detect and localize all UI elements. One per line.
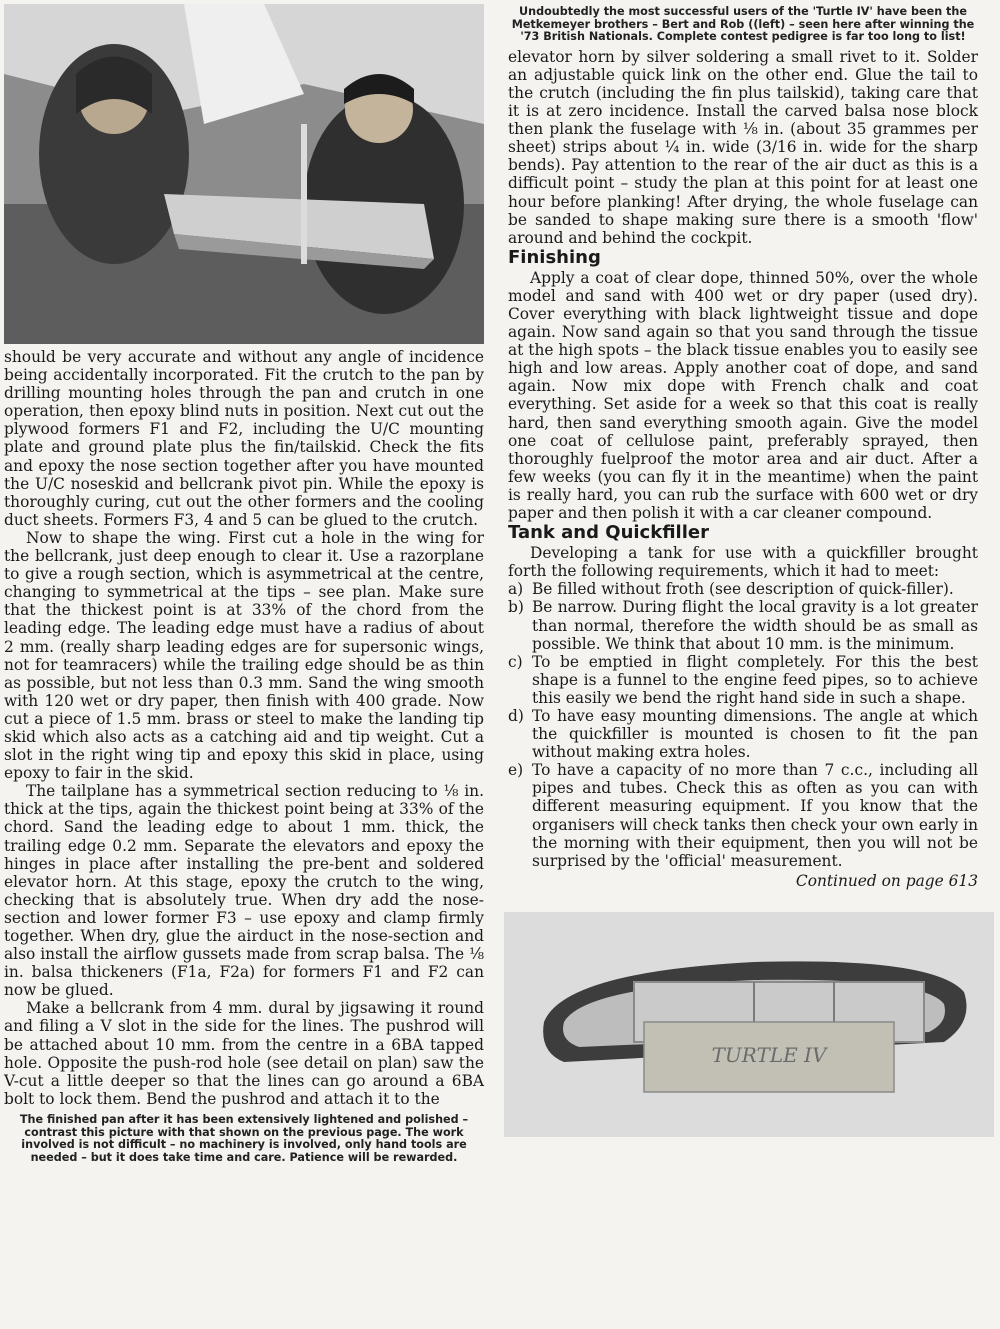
left-paragraph: The tailplane has a symmetrical section reducing to ⅛ in. thick at the tips, again the thickest point being at 33% of the chord. Sand the leading edge to about 1 mm. thick, the trailing edge 0.2 mm. Separate the elevators and epoxy the hinges in place after installing the pre-bent and soldered elevator horn. At this stage, epoxy the crutch to the wing, checking that is absolutely true. When dry add the nose-section and lower former F3 – use epoxy and clamp firmly together. When dry, glue the airduct in the nose-section and also install the airflow gussets made from scrap balsa. The ⅛ in. balsa thickeners (F1a, F2a) for formers F1 and F2 can now be glued. [4,782,484,1000]
list-item-text: To have a capacity of no more than 7 c.c., including all pipes and tubes. Check this as often as you can with different measuring equipment. If you know that the organisers will check tanks then check your own early in the morning with their equipment, then you will not be surprised by the 'official' measurement. [532,761,978,870]
finishing-heading: Finishing [508,246,601,268]
list-item [508,580,978,598]
left-paragraph: should be very accurate and without any angle of incidence being accidentally incorporated. Fit the crutch to the pan by drilling mounting holes through the pan and crutch in one operation, then epoxy blind nuts in position. Next cut out the plywood formers F1 and F2, including the U/C mounting plate and ground plate plus the fin/tailskid. Check the fits and epoxy the nose section together after you have mounted the U/C noseskid and bellcrank pivot pin. While the epoxy is thoroughly curing, cut out the other formers and the cooling duct sheets. Formers F3, 4 and 5 can be glued to the crutch. [4,348,484,529]
tank-heading: Tank and Quickfiller [508,522,709,544]
list-marker: e) [508,761,524,780]
brothers-photo-illustration [4,4,484,344]
brothers-photo-caption: Undoubtedly the most successful users of the 'Turtle IV' have been the Metkemeyer brothers – Bert and Rob ((left) – seen here after winning the '73 British Nationals. Complete contest pedigree is far too long to list! [511,5,975,44]
list-item-text: To be emptied in flight completely. For this the best shape is a funnel to the engine feed pipes, so to achieve this easily we bend the right hand side in such a shape. [532,652,978,707]
left-body-text [4,348,484,1108]
list-marker: a) [508,580,524,599]
pan-photo-caption: The finished pan after it has been extensively lightened and polished – contrast this picture with that shown on the previous page. The work involved is not difficult – no machinery is involved, only hand tools are needed – but it does take time and care. Patience will be rewarded. [19,1112,469,1164]
list-item [508,598,978,652]
left-paragraph: Now to shape the wing. First cut a hole in the wing for the bellcrank, just deep enough to clear it. Use a razorplane to give a rough section, which is asymmetrical at the centre, changing to symmetrical at the tips – see plan. Make sure that the thickest point is at 33% of the chord from the leading edge. The leading edge must have a radius of about 2 mm. (really sharp leading edges are for supersonic wings, not for teamracers) while the trailing edge should be as thin as possible, but not less than 0.3 mm. Sand the wing smooth with 120 wet or dry paper, then finish with 400 grade. Now cut a piece of 1.5 mm. brass or steel to make the landing tip skid which also acts as a catching aid and tip weight. Cut a slot in the right wing tip and epoxy this skid in place, using epoxy to fair in the skid. [4,528,484,783]
intro-paragraph: elevator horn by silver soldering a small rivet to it. Solder an adjustable quick link on the other end. Glue the tail to the crutch (including the fin plus tailskid), taking care that it is at zero incidence. Install the carved balsa nose block then plank the fuselage with ⅛ in. (about 35 grammes per sheet) strips about ¼ in. wide (3/16 in. wide for the sharp bends). Pay attention to the rear of the air duct as this is a difficult point – study the plan at this point for at least one hour before planking! After drying, the whole fuselage can be sanded to shape making sure there is a smooth 'flow' around and behind the cockpit. [508,47,978,247]
right-column [508,0,978,1137]
list-item [508,653,978,707]
list-marker: c) [508,652,523,671]
pan-photo-illustration [504,912,994,1137]
right-body-text [508,48,978,890]
left-column [4,0,484,1164]
pan-label-text: TURTLE IV [711,1042,827,1067]
pan-photo [504,912,994,1137]
list-item [508,761,978,870]
tank-paragraph: Developing a tank for use with a quickfiller brought forth the following requirements, which it had to meet: [508,544,978,581]
brothers-photo [4,4,484,344]
left-paragraph: Make a bellcrank from 4 mm. dural by jigsawing it round and filing a V slot in the side for the lines. The pushrod will be attached about 10 mm. from the centre in a 6BA tapped hole. Opposite the push-rod hole (see detail on plan) saw the V-cut a little deeper so that the lines can go around a 6BA bolt to lock them. Bend the pushrod and attach it to the [4,999,484,1108]
finishing-paragraph: Apply a coat of clear dope, thinned 50%, over the whole model and sand with 400 wet or dry paper (used dry). Cover everything with black lightweight tissue and dope again. Now sand again so that you sand through the tissue at the high spots – the black tissue enables you to easily see high and low areas. Apply another coat of dope, and sand again. Now mix dope with French chalk and coat everything. Set aside for a week so that this coat is really hard, then sand everything smooth again. Give the model one coat of cellulose paint, preferably sprayed, then thoroughly fuelproof the motor area and air duct. After a few weeks (you can fly it in the meantime) when the paint is really hard, you can rub the surface with 600 wet or dry paper and then polish it with a car cleaner compound. [508,268,978,523]
list-item [508,707,978,761]
list-marker: d) [508,706,524,725]
list-item-text: Be filled without froth (see description of quick-filler). [532,580,954,599]
requirements-list [508,580,978,870]
list-marker: b) [508,598,524,617]
continued-note: Continued on page 613 [795,871,978,890]
list-item-text: Be narrow. During flight the local gravity is a lot greater than normal, therefore the width should be as small as possible. We think that about 10 mm. is the minimum. [532,598,978,653]
list-item-text: To have easy mounting dimensions. The angle at which the quickfiller is mounted is chosen to fit the pan without making extra holes. [532,706,978,762]
